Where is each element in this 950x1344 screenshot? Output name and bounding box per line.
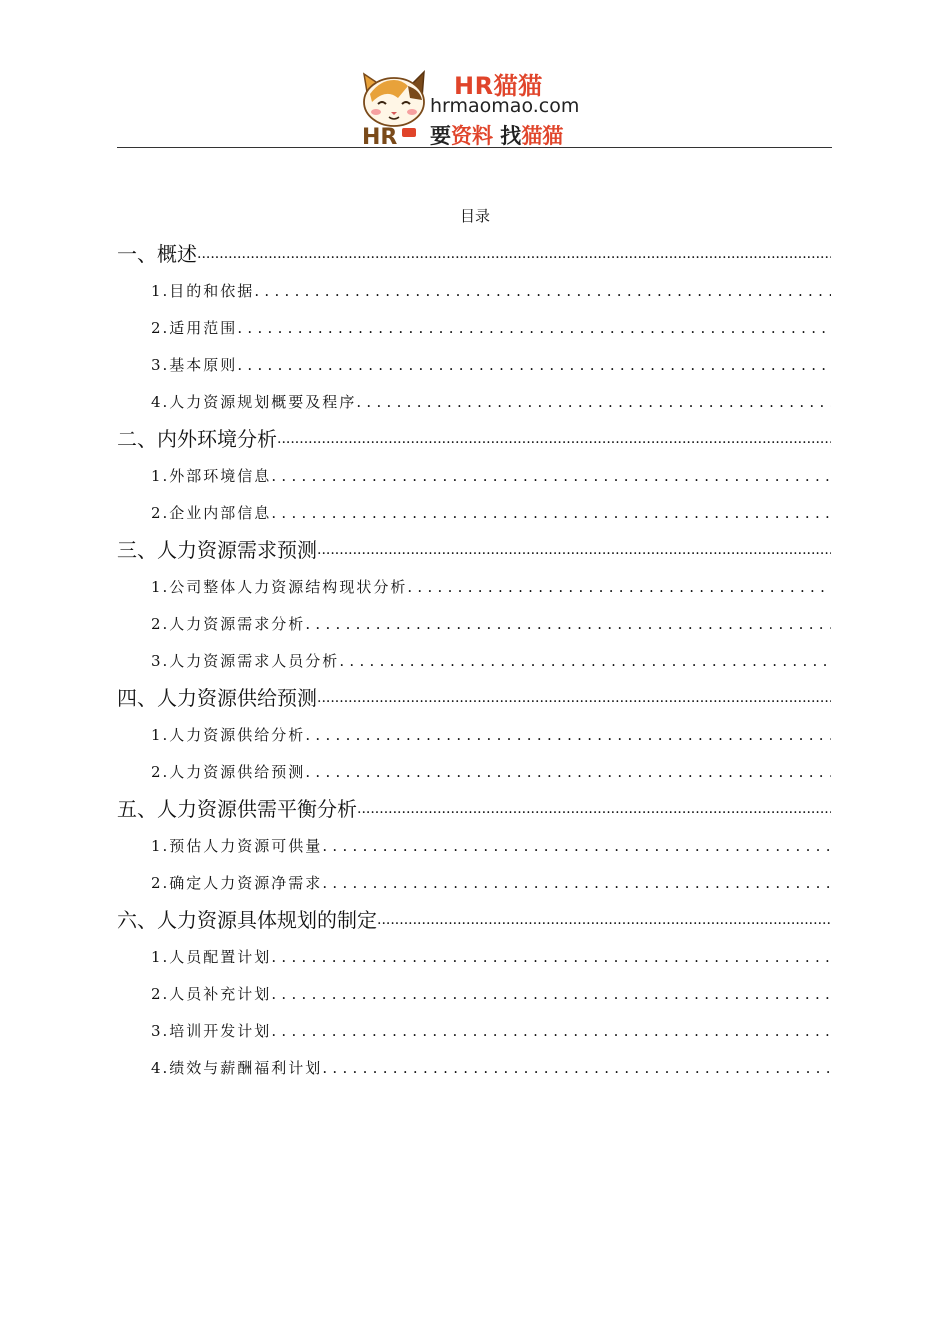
- toc-section-entry[interactable]: [117, 680, 831, 717]
- toc-item-entry[interactable]: [117, 347, 831, 384]
- toc-item-title: 2.人力资源需求分析: [151, 615, 306, 633]
- toc-section-entry[interactable]: [117, 902, 831, 939]
- toc-section-title: 二、内外环境分析: [117, 427, 277, 451]
- dot-leader: [305, 606, 831, 643]
- dot-leader: [271, 1013, 831, 1050]
- toc-item-entry[interactable]: [117, 495, 831, 532]
- svg-text:HR: HR: [362, 125, 398, 148]
- toc-section-title: 五、人力资源供需平衡分析: [117, 797, 357, 821]
- toc-section-title: 三、人力资源需求预测: [117, 538, 317, 562]
- toc-item-title: 1.外部环境信息: [151, 467, 272, 485]
- dot-leader: [197, 233, 831, 273]
- dot-leader: [407, 569, 831, 606]
- site-url: hrmaomao.com: [430, 95, 580, 117]
- dot-leader: [357, 788, 831, 828]
- toc-item-title: 2.人力资源供给预测: [151, 763, 306, 781]
- dot-leader: [277, 418, 831, 458]
- dot-leader: [237, 347, 831, 384]
- toc-item-title: 4.人力资源规划概要及程序: [151, 393, 357, 411]
- toc-section-title: 六、人力资源具体规划的制定: [117, 908, 377, 932]
- toc-item-title: 2.适用范围: [151, 319, 238, 337]
- dot-leader: [356, 384, 831, 421]
- toc-item-title: 1.人员配置计划: [151, 948, 272, 966]
- toc-item-entry[interactable]: [117, 828, 831, 865]
- toc-item-title: 3.培训开发计划: [151, 1022, 272, 1040]
- toc-item-entry[interactable]: [117, 273, 831, 310]
- toc-item-entry[interactable]: [117, 643, 831, 680]
- toc-section-entry[interactable]: [117, 532, 831, 569]
- dot-leader: [339, 643, 831, 680]
- toc-title: 目录: [459, 207, 490, 225]
- toc-item-title: 3.人力资源需求人员分析: [151, 652, 340, 670]
- toc-section-entry[interactable]: [117, 236, 831, 273]
- dot-leader: [271, 976, 831, 1013]
- dot-leader: [254, 273, 831, 310]
- toc-item-entry[interactable]: [117, 569, 831, 606]
- dot-leader: [271, 458, 831, 495]
- dot-leader: [322, 865, 831, 902]
- toc-item-entry[interactable]: [117, 976, 831, 1013]
- toc-item-title: 3.基本原则: [151, 356, 238, 374]
- toc-item-title: 1.公司整体人力资源结构现状分析: [151, 578, 408, 596]
- toc-item-entry[interactable]: [117, 865, 831, 902]
- hr-maomao-logo: [358, 66, 598, 150]
- toc-section-entry[interactable]: [117, 421, 831, 458]
- toc-item-title: 4.绩效与薪酬福利计划: [151, 1059, 323, 1077]
- toc-item-entry[interactable]: [117, 1050, 831, 1087]
- toc-item-entry[interactable]: [117, 384, 831, 421]
- dot-leader: [322, 828, 831, 865]
- toc-item-title: 2.确定人力资源净需求: [151, 874, 323, 892]
- dot-leader: [317, 529, 831, 569]
- toc-item-title: 1.人力资源供给分析: [151, 726, 306, 744]
- table-of-contents: [117, 236, 831, 1087]
- toc-section-title: 一、概述: [117, 242, 197, 266]
- toc-item-entry[interactable]: [117, 754, 831, 791]
- dot-leader: [237, 310, 831, 347]
- page-header: [0, 0, 950, 150]
- slogan: 要资料 找猫猫: [430, 124, 564, 148]
- toc-item-title: 2.企业内部信息: [151, 504, 272, 522]
- brand-name: HR猫猫: [454, 72, 543, 100]
- toc-item-entry[interactable]: [117, 310, 831, 347]
- toc-item-title: 1.预估人力资源可供量: [151, 837, 323, 855]
- dot-leader: [322, 1050, 831, 1087]
- dot-leader: [317, 677, 831, 717]
- toc-item-entry[interactable]: [117, 939, 831, 976]
- dot-leader: [271, 939, 831, 976]
- cat-mascot-icon: [358, 68, 430, 148]
- toc-item-entry[interactable]: [117, 606, 831, 643]
- toc-item-title: 1.目的和依据: [151, 282, 255, 300]
- toc-item-title: 2.人员补充计划: [151, 985, 272, 1003]
- dot-leader: [271, 495, 831, 532]
- dot-leader: [305, 754, 831, 791]
- toc-item-entry[interactable]: [117, 717, 831, 754]
- header-divider: [117, 147, 832, 148]
- toc-section-entry[interactable]: [117, 791, 831, 828]
- dot-leader: [377, 899, 831, 939]
- toc-section-title: 四、人力资源供给预测: [117, 686, 317, 710]
- dot-leader: [305, 717, 831, 754]
- toc-item-entry[interactable]: [117, 1013, 831, 1050]
- toc-item-entry[interactable]: [117, 458, 831, 495]
